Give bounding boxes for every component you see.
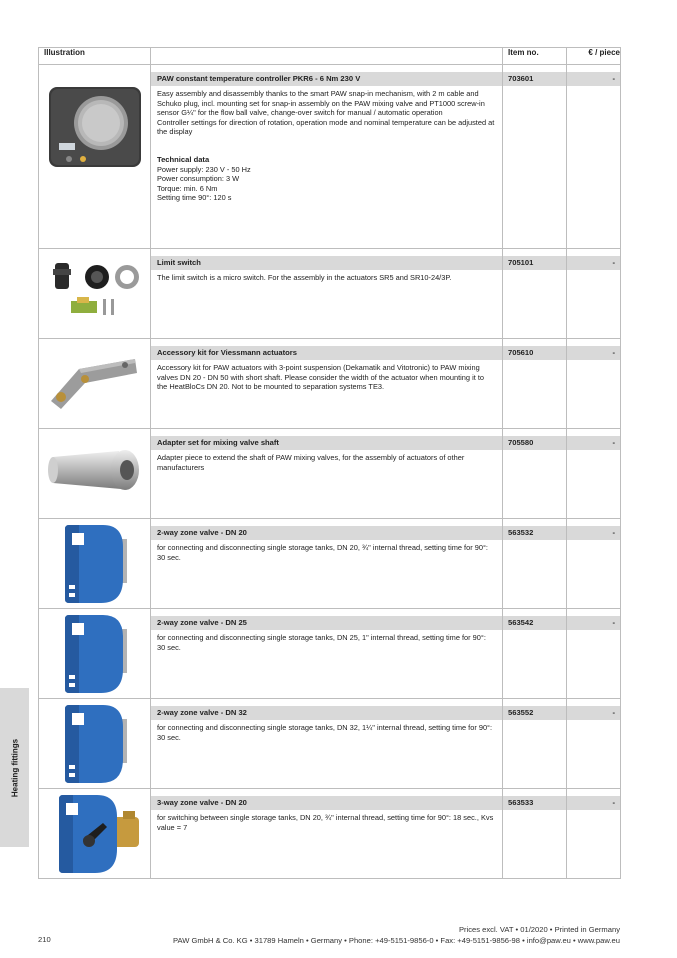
header-item-no: Item no. [503, 48, 567, 65]
price-cell [567, 65, 621, 249]
zone-valve-image [39, 699, 151, 789]
price: - [567, 72, 620, 86]
product-title: Accessory kit for Viessmann actuators [151, 346, 502, 360]
price-cell [567, 609, 621, 699]
illustration-cell [39, 65, 151, 249]
footer-price-note: Prices excl. VAT • 01/2020 • Printed in Germany [458, 925, 620, 934]
table-row [39, 609, 621, 699]
item-no: 563532 [503, 526, 566, 540]
description-cell [151, 609, 503, 699]
illustration-cell [39, 789, 151, 879]
illustration-cell [39, 339, 151, 429]
table-row [39, 249, 621, 339]
illustration-cell [39, 429, 151, 519]
price: - [567, 796, 620, 810]
product-title: Adapter set for mixing valve shaft [151, 436, 502, 450]
product-description: Easy assembly and disassembly thanks to the smart PAW snap-in mechanism, with 2 m cable and Schuko plug, incl. mounting set for snap-in assembly on the PAW mixing valve and PT1000 screw-in sensor G¼" for the flow ball valve, change-over switch for manual / automatic operation Controller settings for direction of rotation, operation mode and nominal temperature can be adjusted at the display [157, 89, 495, 137]
description-cell [151, 339, 503, 429]
product-title: 2-way zone valve - DN 25 [151, 616, 502, 630]
description-cell [151, 65, 503, 249]
header-price: € / piece [567, 48, 621, 65]
price: - [567, 436, 620, 450]
price: - [567, 706, 620, 720]
product-description: The limit switch is a micro switch. For the assembly in the actuators SR5 and SR10-24/3P. [157, 273, 452, 282]
product-description: for connecting and disconnecting single storage tanks, DN 20, ¾" internal thread, setting time for 90°: 30 sec. [157, 543, 488, 562]
item-no: 703601 [503, 72, 566, 86]
illustration-cell [39, 249, 151, 339]
description-cell [151, 429, 503, 519]
description-cell [151, 519, 503, 609]
illustration-cell [39, 609, 151, 699]
table-row [39, 519, 621, 609]
illustration-cell [39, 699, 151, 789]
description-cell [151, 249, 503, 339]
product-title: PAW constant temperature controller PKR6 - 6 Nm 230 V [151, 72, 502, 86]
section-tab-label: Heating fittings [10, 738, 19, 797]
item-no: 563542 [503, 616, 566, 630]
product-description: for connecting and disconnecting single storage tanks, DN 32, 1¼" internal thread, setting time for 90°: 30 sec. [157, 723, 493, 742]
technical-data [151, 137, 502, 203]
price-cell [567, 789, 621, 879]
item-no: 705580 [503, 436, 566, 450]
price: - [567, 616, 620, 630]
item-no-cell [503, 65, 567, 249]
tech-line: Power supply: 230 V - 50 Hz [157, 164, 251, 174]
item-no: 563552 [503, 706, 566, 720]
tech-line: Power consumption: 3 W [157, 174, 240, 184]
product-description: Adapter piece to extend the shaft of PAW mixing valves, for the assembly of actuators of other manufacturers [157, 453, 465, 472]
item-no: 563533 [503, 796, 566, 810]
illustration-cell [39, 519, 151, 609]
accessory-kit-image [39, 339, 151, 429]
product-title: 2-way zone valve - DN 20 [151, 526, 502, 540]
price-cell [567, 519, 621, 609]
product-title: 2-way zone valve - DN 32 [151, 706, 502, 720]
footer-company-contact: PAW GmbH & Co. KG • 31789 Hameln • Germany • Phone: +49-5151-9856-0 • Fax: +49-5151-9856-98 • info@paw.eu • www.paw.eu [172, 936, 620, 945]
item-no-cell [503, 789, 567, 879]
product-description: for switching between single storage tanks, DN 20, ¾" internal thread, setting time for 90°: 18 sec., Kvs value = 7 [157, 813, 494, 832]
tech-line: Setting time 90°: 120 s [157, 193, 232, 203]
header-illustration: Illustration [39, 48, 151, 65]
zone-valve-image [39, 609, 151, 699]
price-cell [567, 429, 621, 519]
item-no-cell [503, 249, 567, 339]
table-header-row [39, 48, 621, 65]
item-no-cell [503, 339, 567, 429]
limit-switch-image [39, 249, 151, 339]
table-row [39, 789, 621, 879]
table-row [39, 699, 621, 789]
price: - [567, 256, 620, 270]
adapter-image [39, 429, 151, 519]
product-title: 3-way zone valve - DN 20 [151, 796, 502, 810]
controller-image [39, 65, 151, 249]
item-no-cell [503, 699, 567, 789]
tech-line: Torque: min. 6 Nm [157, 183, 218, 193]
header-description [151, 48, 503, 65]
description-cell [151, 699, 503, 789]
price: - [567, 346, 620, 360]
three-way-valve-image [39, 789, 151, 879]
price-cell [567, 699, 621, 789]
table-row [39, 339, 621, 429]
section-side-tab [0, 688, 29, 847]
product-description: Accessory kit for PAW actuators with 3-point suspension (Dekamatik and Vitotronic) to PAW mixing valves DN 20 - DN 50 with short shaft. Please consider the width of the actuator when mounting it to the HeatBloCs DN 20. Not to be mounted to separation systems TE3. [157, 363, 484, 392]
product-title: Limit switch [151, 256, 502, 270]
price-cell [567, 339, 621, 429]
page-number: 210 [38, 935, 51, 944]
product-table [38, 47, 621, 879]
item-no-cell [503, 429, 567, 519]
price: - [567, 526, 620, 540]
description-cell [151, 789, 503, 879]
item-no-cell [503, 609, 567, 699]
table-row [39, 429, 621, 519]
product-description: for connecting and disconnecting single storage tanks, DN 25, 1" internal thread, setting time for 90°: 30 sec. [157, 633, 486, 652]
price-cell [567, 249, 621, 339]
zone-valve-image [39, 519, 151, 609]
item-no-cell [503, 519, 567, 609]
item-no: 705610 [503, 346, 566, 360]
technical-data-title: Technical data [157, 154, 210, 164]
item-no: 705101 [503, 256, 566, 270]
table-row [39, 65, 621, 249]
